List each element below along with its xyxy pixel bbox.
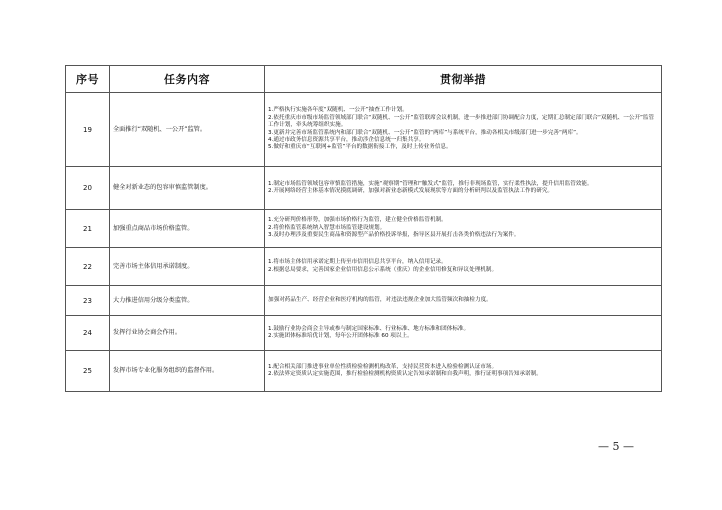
task-content: 发挥行业协会商会作用。 [110, 316, 265, 351]
measure-item: 1.充分研判价格形势，加强市场价格行为监管，建立健全价格监管机制。 [268, 217, 447, 224]
row-number: 23 [66, 286, 110, 316]
measure-item: 加强对药品生产、经营企业和医疗机构的监管，对违法违规企业加大监管频次和抽检力度。 [268, 296, 492, 303]
measure-item: 1.严格执行实施各年度“双随机、一公开”抽查工作计划。 [268, 107, 408, 114]
task-content: 完善市场主体信用承诺制度。 [110, 248, 265, 286]
task-table [65, 65, 662, 392]
measure-item: 2.根据总局要求，完善国家企业信用信息公示系统（重庆）的企业信用修复和异议处理机制。 [268, 266, 498, 273]
task-content: 全面推行“双随机、一公开”监管。 [110, 93, 265, 167]
measure-item: 1.鼓励行业协会商会主导或参与制定国家标准、行业标准、地方标准和团体标准。 [268, 325, 470, 332]
row-number: 25 [66, 351, 110, 392]
measure-item: 1.将市场主体信用承诺定期上传至市信用信息共享平台，纳入信用记录。 [268, 259, 447, 266]
row-number: 22 [66, 248, 110, 286]
measures-cell [265, 248, 662, 286]
measure-item: 2.实施团体标准培优计划，每年公开团体标准 60 项以上。 [268, 333, 413, 339]
table-row [66, 93, 662, 167]
task-content: 加强重点商品市场价格监管。 [110, 210, 265, 248]
task-content: 发挥市场专业化服务组织的监督作用。 [110, 351, 265, 392]
header-number: 序号 [66, 66, 110, 93]
measures-cell [265, 93, 662, 167]
row-number: 24 [66, 316, 110, 351]
measure-item: 2.依托重庆市市级市场监管领域部门联合“双随机、一公开”监管联席会议机制，进一步推进部门协调配合力度，定期汇总制定部门联合“双随机、一公开”监管工作计划，牵头统筹组织实施。 [268, 114, 655, 129]
task-content: 大力推进信用分级分类监管。 [110, 286, 265, 316]
table-row [66, 286, 662, 316]
task-content: 健全对新业态的包容审慎监管制度。 [110, 167, 265, 210]
measure-item: 5.做好和重庆市“互联网+监管”平台的数据衔接工作，及时上传业务信息。 [268, 144, 452, 151]
row-number: 20 [66, 167, 110, 210]
row-number: 19 [66, 93, 110, 167]
measure-item: 2.开展网络经营主体基本情况摸底调研，加强对新业态新模式发展现状等方面的分析研判以及监管执法工作的研究。 [268, 188, 554, 194]
header-measures: 贯彻举措 [265, 66, 662, 93]
header-task: 任务内容 [110, 66, 265, 93]
row-number: 21 [66, 210, 110, 248]
measures-cell [265, 316, 662, 351]
table-header-row [66, 66, 662, 93]
measure-item: 3.及时办理涉及重要民生商品和资源型产品价格投诉举报，指导区县开展打击各类价格违法行为案件。 [268, 232, 520, 239]
measure-item: 1.配合相关部门推进事业单位性质检验检测机构改革，支持民营资本进入检验检测认证市场。 [268, 363, 498, 370]
page-number: — 5 — [598, 440, 634, 453]
measures-cell [265, 351, 662, 392]
measure-item: 1.制定市场监管领域包容审慎监管措施，实施“观察期”管理和“触发式”监管，推行非现场监管，实行柔性执法，提升信用监管效能。 [268, 180, 593, 187]
table-row [66, 351, 662, 392]
table-row [66, 316, 662, 351]
measures-cell [265, 286, 662, 316]
measure-item: 2.依法界定资质认定实施范围，推行检验检测机构资质认定告知承诺制和自我声明，推行证明事项告知承诺制。 [268, 371, 542, 377]
measures-cell [265, 167, 662, 210]
table-row [66, 210, 662, 248]
table-row [66, 167, 662, 210]
table-row [66, 248, 662, 286]
measure-item: 3.更新并完善市场监管系统内和部门联合“双随机、一公开”监管的“两库”与系统平台，推动各相关市级部门进一步完善“两库”。 [268, 129, 582, 136]
measure-item: 4.通过市政务信息资源共享平台，推动涉企信息统一归集共享。 [268, 136, 425, 143]
measures-cell [265, 210, 662, 248]
measure-item: 2.将价格监管系统纳入智慧市场监管建设规划。 [268, 224, 386, 231]
